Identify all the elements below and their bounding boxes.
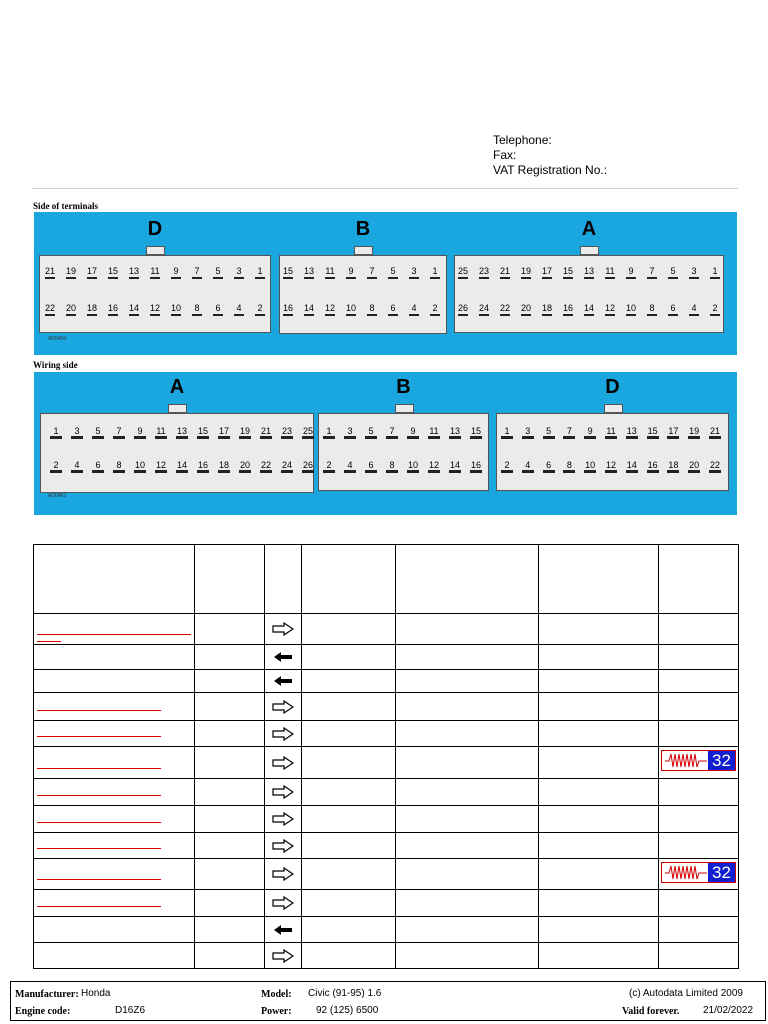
pin-label: 15 [467, 426, 485, 439]
pin-label: 14 [125, 303, 143, 316]
pin-label: 13 [580, 266, 598, 279]
pin-label: 18 [538, 303, 556, 316]
pin-label: 5 [209, 266, 227, 279]
pin-label: 13 [300, 266, 318, 279]
pin-label: 17 [215, 426, 233, 439]
pin-label: 22 [41, 303, 59, 316]
pin-label: 8 [383, 460, 401, 473]
connector-d [496, 413, 729, 491]
pin-label: 5 [362, 426, 380, 439]
pin-label: 10 [342, 303, 360, 316]
pin-label: 2 [320, 460, 338, 473]
terminals-diagram [34, 212, 737, 355]
connector-letter: D [605, 376, 620, 398]
pin-label: 1 [320, 426, 338, 439]
footer [10, 981, 766, 1021]
pin-label: 14 [623, 460, 641, 473]
red-underline [37, 879, 161, 880]
pin-label: 23 [278, 426, 296, 439]
output-arrow-icon [265, 785, 301, 799]
pin-label: 14 [300, 303, 318, 316]
diagram-ref: AD0463 [48, 493, 67, 499]
pin-label: 4 [68, 460, 86, 473]
table-row [34, 806, 739, 833]
connector-latch [604, 404, 623, 413]
pin-label: 1 [251, 266, 269, 279]
pin-label: 12 [425, 460, 443, 473]
pin-label: 13 [173, 426, 191, 439]
pin-label: 16 [467, 460, 485, 473]
connector-letter: B [396, 376, 411, 398]
pin-label: 14 [446, 460, 464, 473]
red-underline [37, 736, 161, 737]
pin-label: 5 [384, 266, 402, 279]
model-value: Civic (91-95) 1.6 [308, 988, 382, 999]
pin-label: 4 [405, 303, 423, 316]
pin-label: 11 [152, 426, 170, 439]
pin-label: 12 [146, 303, 164, 316]
power-value: 92 (125) 6500 [316, 1005, 379, 1016]
table-row [34, 614, 739, 645]
pin-label: 10 [622, 303, 640, 316]
copyright: (c) Autodata Limited 2009 [629, 988, 743, 999]
pin-label: 6 [362, 460, 380, 473]
pin-label: 18 [215, 460, 233, 473]
connector-letter: D [147, 218, 163, 240]
pin-label: 10 [167, 303, 185, 316]
pin-label: 22 [496, 303, 514, 316]
pin-label: 4 [341, 460, 359, 473]
pin-label: 6 [384, 303, 402, 316]
red-underline [37, 710, 161, 711]
pin-label: 15 [194, 426, 212, 439]
connector-latch [395, 404, 414, 413]
pin-label: 21 [496, 266, 514, 279]
pin-label: 1 [498, 426, 516, 439]
pin-label: 15 [644, 426, 662, 439]
table-header-row [34, 545, 739, 614]
pin-label: 13 [623, 426, 641, 439]
pin-label: 6 [540, 460, 558, 473]
connector-latch [580, 246, 599, 255]
pin-label: 16 [194, 460, 212, 473]
pin-label: 10 [581, 460, 599, 473]
table-row [34, 670, 739, 693]
pin-label: 3 [230, 266, 248, 279]
pin-table [33, 544, 739, 969]
pin-label: 1 [706, 266, 724, 279]
pin-label: 16 [104, 303, 122, 316]
table-row [34, 943, 739, 969]
pin-label: 22 [257, 460, 275, 473]
pin-label: 8 [560, 460, 578, 473]
pin-label: 11 [425, 426, 443, 439]
pin-label: 16 [279, 303, 297, 316]
red-underline [37, 768, 161, 769]
red-underline [37, 795, 161, 796]
table-row [34, 721, 739, 747]
table-row [34, 917, 739, 943]
pin-label: 20 [517, 303, 535, 316]
red-underline [37, 634, 191, 635]
power-label: Power: [261, 1006, 292, 1017]
pin-label: 1 [426, 266, 444, 279]
output-arrow-icon [265, 949, 301, 963]
connector-latch [168, 404, 187, 413]
signal-waveform-badge[interactable] [661, 862, 736, 883]
telephone-label: Telephone: [493, 133, 552, 147]
pin-label: 1 [47, 426, 65, 439]
contact-block [493, 133, 607, 178]
wiring-section-label: Wiring side [33, 360, 78, 370]
waveform-icon [663, 863, 710, 882]
signal-number: 32 [708, 863, 735, 882]
table-row [34, 779, 739, 806]
pin-label: 6 [209, 303, 227, 316]
pin-label: 4 [230, 303, 248, 316]
manufacturer-value: Honda [81, 988, 111, 999]
diagram-ref: AD0464 [48, 336, 67, 342]
pin-label: 6 [89, 460, 107, 473]
pin-label: 6 [664, 303, 682, 316]
red-underline [37, 848, 161, 849]
pin-label: 8 [188, 303, 206, 316]
pin-label: 9 [581, 426, 599, 439]
manufacturer-label: Manufacturer: [15, 989, 79, 1000]
date-value: 21/02/2022 [703, 1005, 754, 1016]
pin-label: 9 [622, 266, 640, 279]
pin-label: 4 [685, 303, 703, 316]
pin-label: 2 [47, 460, 65, 473]
divider [32, 188, 738, 189]
pin-label: 12 [601, 303, 619, 316]
pin-label: 3 [405, 266, 423, 279]
output-arrow-icon [265, 839, 301, 853]
valid-label: Valid forever. [622, 1006, 680, 1017]
pin-label: 19 [517, 266, 535, 279]
pin-label: 20 [236, 460, 254, 473]
pin-label: 18 [664, 460, 682, 473]
pin-label: 17 [83, 266, 101, 279]
output-arrow-icon [265, 727, 301, 741]
pin-label: 3 [341, 426, 359, 439]
signal-waveform-badge[interactable] [661, 750, 736, 771]
input-arrow-icon [265, 924, 301, 936]
pin-label: 3 [685, 266, 703, 279]
pin-label: 4 [519, 460, 537, 473]
fax-label: Fax: [493, 148, 517, 162]
pin-label: 5 [664, 266, 682, 279]
output-arrow-icon [265, 756, 301, 770]
output-arrow-icon [265, 867, 301, 881]
pin-label: 22 [706, 460, 724, 473]
pin-label: 11 [601, 266, 619, 279]
pin-label: 10 [131, 460, 149, 473]
pin-label: 14 [173, 460, 191, 473]
pin-label: 15 [104, 266, 122, 279]
table-row [34, 693, 739, 721]
connector-a [40, 413, 314, 493]
input-arrow-icon [265, 651, 301, 663]
pin-label: 19 [236, 426, 254, 439]
red-underline [37, 822, 161, 823]
pin-label: 5 [89, 426, 107, 439]
pin-label: 7 [560, 426, 578, 439]
pin-label: 9 [342, 266, 360, 279]
model-label: Model: [261, 989, 292, 1000]
connector-latch [354, 246, 373, 255]
pin-label: 14 [580, 303, 598, 316]
pin-label: 16 [559, 303, 577, 316]
pin-label: 19 [62, 266, 80, 279]
table-row [34, 833, 739, 859]
pin-label: 11 [146, 266, 164, 279]
pin-label: 11 [602, 426, 620, 439]
pin-label: 8 [643, 303, 661, 316]
table-row [34, 859, 739, 890]
pin-label: 20 [62, 303, 80, 316]
pin-label: 13 [446, 426, 464, 439]
wiring-diagram [34, 372, 737, 515]
output-arrow-icon [265, 896, 301, 910]
pin-label: 18 [83, 303, 101, 316]
connector-latch [146, 246, 165, 255]
pin-label: 17 [538, 266, 556, 279]
pin-label: 13 [125, 266, 143, 279]
waveform-icon [663, 751, 710, 770]
connector-b [318, 413, 489, 491]
pin-label: 2 [426, 303, 444, 316]
pin-label: 21 [706, 426, 724, 439]
pin-label: 11 [321, 266, 339, 279]
signal-number: 32 [708, 751, 735, 770]
pin-label: 21 [257, 426, 275, 439]
pin-label: 15 [559, 266, 577, 279]
pin-label: 15 [279, 266, 297, 279]
pin-label: 24 [278, 460, 296, 473]
pin-label: 9 [167, 266, 185, 279]
red-underline [37, 906, 161, 907]
pin-label: 9 [131, 426, 149, 439]
pin-label: 20 [685, 460, 703, 473]
pin-label: 3 [519, 426, 537, 439]
output-arrow-icon [265, 812, 301, 826]
pin-label: 3 [68, 426, 86, 439]
pin-label: 2 [498, 460, 516, 473]
pin-label: 16 [644, 460, 662, 473]
pin-label: 7 [110, 426, 128, 439]
pin-label: 25 [299, 426, 317, 439]
pin-label: 17 [664, 426, 682, 439]
pin-label: 7 [188, 266, 206, 279]
pin-label: 2 [706, 303, 724, 316]
pin-label: 26 [299, 460, 317, 473]
pin-label: 7 [383, 426, 401, 439]
pin-label: 12 [602, 460, 620, 473]
input-arrow-icon [265, 675, 301, 687]
engine-value: D16Z6 [115, 1005, 146, 1016]
pin-label: 9 [404, 426, 422, 439]
pin-label: 24 [475, 303, 493, 316]
engine-label: Engine code: [15, 1006, 71, 1017]
terminals-section-label: Side of terminals [33, 201, 98, 211]
connector-letter: A [169, 376, 185, 398]
pin-label: 23 [475, 266, 493, 279]
pin-label: 21 [41, 266, 59, 279]
pin-label: 8 [110, 460, 128, 473]
pin-label: 2 [251, 303, 269, 316]
pin-label: 19 [685, 426, 703, 439]
vat-label: VAT Registration No.: [493, 163, 608, 177]
pin-label: 12 [152, 460, 170, 473]
table-row [34, 890, 739, 917]
pin-label: 7 [643, 266, 661, 279]
output-arrow-icon [265, 622, 301, 636]
pin-label: 10 [404, 460, 422, 473]
pin-label: 26 [454, 303, 472, 316]
pin-label: 25 [454, 266, 472, 279]
table-row [34, 645, 739, 670]
pin-label: 5 [540, 426, 558, 439]
connector-letter: B [355, 218, 371, 240]
output-arrow-icon [265, 700, 301, 714]
pin-label: 12 [321, 303, 339, 316]
pin-label: 7 [363, 266, 381, 279]
table-row [34, 747, 739, 779]
connector-letter: A [581, 218, 597, 240]
pin-label: 8 [363, 303, 381, 316]
